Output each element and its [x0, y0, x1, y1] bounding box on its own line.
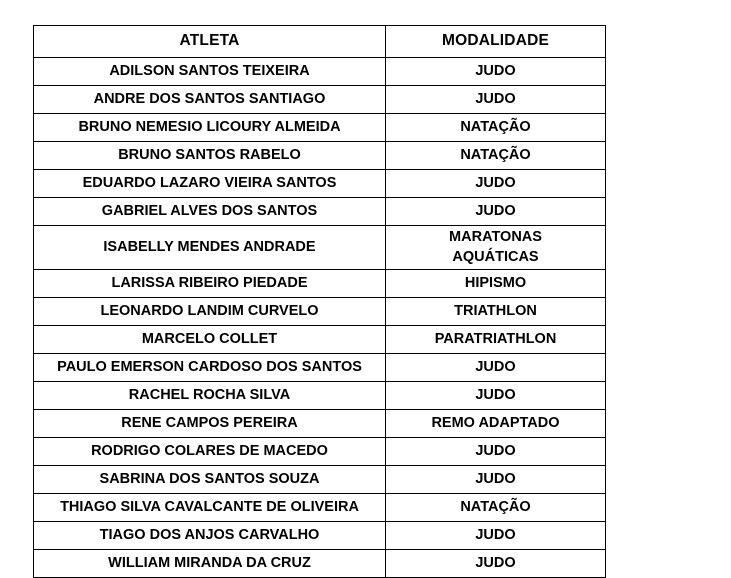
table-row	[34, 326, 606, 354]
table-row	[34, 198, 606, 226]
table-row	[34, 438, 606, 466]
table-row	[34, 270, 606, 298]
column-header-atleta: ATLETA	[34, 26, 386, 58]
table-row	[34, 522, 606, 550]
cell-atleta: RACHEL ROCHA SILVA	[34, 382, 386, 410]
cell-modalidade: JUDO	[386, 170, 606, 198]
cell-atleta: ADILSON SANTOS TEIXEIRA	[34, 58, 386, 86]
table-row	[34, 298, 606, 326]
cell-atleta: SABRINA DOS SANTOS SOUZA	[34, 466, 386, 494]
cell-modalidade: NATAÇÃO	[386, 142, 606, 170]
cell-atleta: LARISSA RIBEIRO PIEDADE	[34, 270, 386, 298]
table-row	[34, 142, 606, 170]
cell-modalidade: JUDO	[386, 382, 606, 410]
cell-atleta: PAULO EMERSON CARDOSO DOS SANTOS	[34, 354, 386, 382]
cell-modalidade: JUDO	[386, 86, 606, 114]
cell-modalidade: JUDO	[386, 466, 606, 494]
table-row	[34, 410, 606, 438]
cell-modalidade: TRIATHLON	[386, 298, 606, 326]
cell-atleta: MARCELO COLLET	[34, 326, 386, 354]
athletes-table	[33, 25, 606, 578]
cell-atleta: RENE CAMPOS PEREIRA	[34, 410, 386, 438]
cell-modalidade: NATAÇÃO	[386, 114, 606, 142]
cell-modalidade: PARATRIATHLON	[386, 326, 606, 354]
table-row	[34, 86, 606, 114]
column-header-modalidade: MODALIDADE	[386, 26, 606, 58]
cell-atleta: ANDRE DOS SANTOS SANTIAGO	[34, 86, 386, 114]
cell-modalidade: REMO ADAPTADO	[386, 410, 606, 438]
table-row	[34, 354, 606, 382]
cell-atleta: TIAGO DOS ANJOS CARVALHO	[34, 522, 386, 550]
cell-modalidade: JUDO	[386, 354, 606, 382]
cell-modalidade: JUDO	[386, 58, 606, 86]
cell-modalidade: JUDO	[386, 550, 606, 578]
cell-modalidade: HIPISMO	[386, 270, 606, 298]
table-row	[34, 494, 606, 522]
cell-atleta: BRUNO NEMESIO LICOURY ALMEIDA	[34, 114, 386, 142]
cell-modalidade-line2: AQUÁTICAS	[452, 248, 539, 265]
table-row	[34, 226, 606, 270]
cell-atleta: BRUNO SANTOS RABELO	[34, 142, 386, 170]
athletes-table-container	[33, 25, 605, 578]
cell-atleta: WILLIAM MIRANDA DA CRUZ	[34, 550, 386, 578]
table-row	[34, 58, 606, 86]
table-row	[34, 550, 606, 578]
cell-atleta: THIAGO SILVA CAVALCANTE DE OLIVEIRA	[34, 494, 386, 522]
table-row	[34, 382, 606, 410]
table-row	[34, 114, 606, 142]
table-row	[34, 170, 606, 198]
cell-modalidade-line1: MARATONAS	[449, 229, 542, 245]
cell-atleta: LEONARDO LANDIM CURVELO	[34, 298, 386, 326]
cell-atleta: ISABELLY MENDES ANDRADE	[34, 226, 386, 270]
table-header-row	[34, 26, 606, 58]
cell-modalidade: NATAÇÃO	[386, 494, 606, 522]
cell-atleta: GABRIEL ALVES DOS SANTOS	[34, 198, 386, 226]
cell-atleta: EDUARDO LAZARO VIEIRA SANTOS	[34, 170, 386, 198]
cell-atleta: RODRIGO COLARES DE MACEDO	[34, 438, 386, 466]
table-row	[34, 466, 606, 494]
cell-modalidade: JUDO	[386, 438, 606, 466]
cell-modalidade: JUDO	[386, 198, 606, 226]
cell-modalidade	[386, 226, 606, 270]
cell-modalidade: JUDO	[386, 522, 606, 550]
